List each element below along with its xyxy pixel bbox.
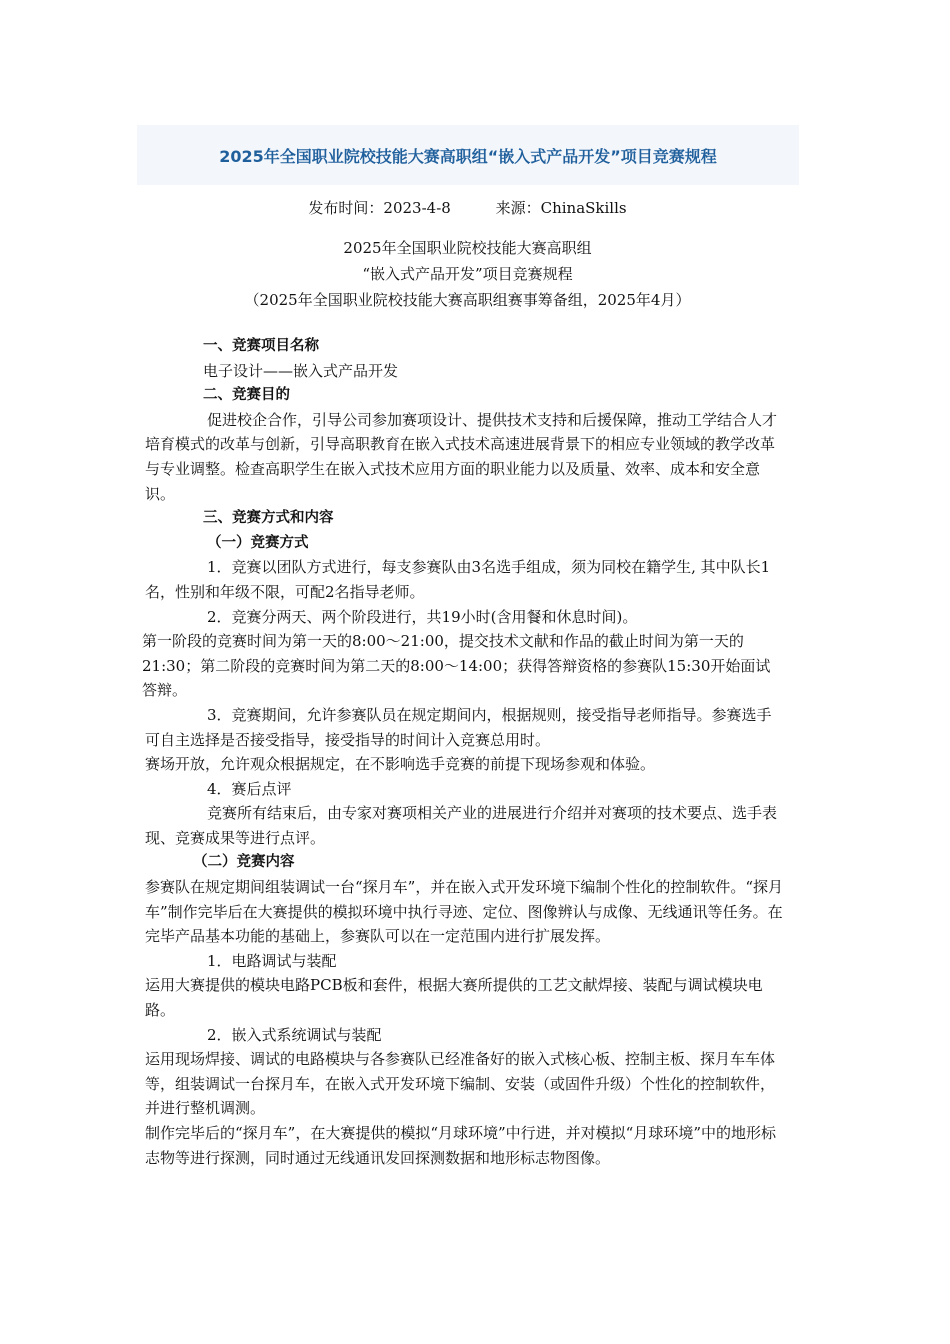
section-2-text: 促进校企合作，引导公司参加赛项设计、提供技术支持和后援保障，推动工学结合人才培育模式的改革与创新，引导高职教育在嵌入式技术高速进展背景下的相应专业领域的教学改革与专业调整。检查高职学生在嵌入式技术应用方面的职业能力以及质量、效率、成本和安全意识。 xyxy=(145,410,778,503)
section-3-heading: 三、竞赛方式和内容 xyxy=(203,510,334,527)
doc-heading-line3: （2025年全国职业院校技能大赛高职组赛事筹备组，2025年4月） xyxy=(244,291,691,309)
article-title-bar xyxy=(137,125,799,185)
section-3-1-heading: （一）竞赛方式 xyxy=(207,534,309,551)
section-2-heading: 二、竞赛目的 xyxy=(203,387,290,404)
article-title: 2025年全国职业院校技能大赛高职组“嵌入式产品开发”项目竞赛规程 xyxy=(219,146,717,166)
section-1-heading: 一、竞赛项目名称 xyxy=(203,338,319,354)
document-body xyxy=(142,334,785,1170)
doc-heading-line1: 2025年全国职业院校技能大赛高职组 xyxy=(343,239,592,257)
paragraph: 运用大赛提供的模块电路PCB板和套件，根据大赛所提供的工艺文献焊接、装配与调试模块电路。 xyxy=(145,976,763,1020)
document-heading xyxy=(0,235,935,313)
paragraph: 参赛队在规定期间组装调试一台“探月车”，并在嵌入式开发环境下编制个性化的控制软件。“探月车”制作完毕后在大赛提供的模拟环境中执行寻迹、定位、图像辨认与成像、无线通讯等任务。在完毕产品基本功能的基础上，参赛队可以在一定范围内进行扩展发挥。 xyxy=(145,878,784,946)
paragraph: 1．竞赛以团队方式进行，每支参赛队由3名选手组成，须为同校在籍学生, 其中队长1名，性别和年级不限，可配2名指导老师。 xyxy=(145,558,771,601)
paragraph: 2．竞赛分两天、两个阶段进行，共19小时(含用餐和休息时间)。 xyxy=(207,607,638,626)
paragraph: 赛场开放，允许观众根据规定，在不影响选手竞赛的前提下现场参观和体验。 xyxy=(145,755,656,774)
paragraph: 4．赛后点评 xyxy=(207,779,292,798)
article-meta xyxy=(0,197,935,218)
paragraph: 制作完毕后的“探月车”，在大赛提供的模拟“月球环境”中行进，并对模拟“月球环境”中的地形标志物等进行探测，同时通过无线通讯发回探测数据和地形标志物图像。 xyxy=(145,1124,777,1167)
paragraph: 2．嵌入式系统调试与装配 xyxy=(207,1025,382,1044)
paragraph: 竞赛所有结束后，由专家对赛项相关产业的进展进行介绍并对赛项的技术要点、选手表现、竞赛成果等进行点评。 xyxy=(145,804,778,847)
paragraph: 第一阶段的竞赛时间为第一天的8:00～21:00，提交技术文献和作品的截止时间为第一天的21:30；第二阶段的竞赛时间为第二天的8:00～14:00；获得答辩资格的参赛队15:30开始面试答辩。 xyxy=(142,632,771,700)
section-1-text: 电子设计——嵌入式产品开发 xyxy=(203,361,399,380)
paragraph: 运用现场焊接、调试的电路模块与各参赛队已经准备好的嵌入式核心板、控制主板、探月车车体等，组装调试一台探月车，在嵌入式开发环境下编制、安装（或固件升级）个性化的控制软件，并进行整机调测。 xyxy=(145,1050,776,1118)
paragraph: 3．竞赛期间，允许参赛队员在规定期间内，根据规则，接受指导老师指导。参赛选手可自主选择是否接受指导，接受指导的时间计入竞赛总用时。 xyxy=(145,705,772,749)
section-3-2-heading: （二）竞赛内容 xyxy=(193,854,295,871)
source-label: 来源：ChinaSkills xyxy=(495,199,627,217)
publish-date: 发布时间：2023-4-8 xyxy=(308,199,451,217)
paragraph: 1．电路调试与装配 xyxy=(207,951,337,970)
doc-heading-line2: “嵌入式产品开发”项目竞赛规程 xyxy=(362,265,573,283)
